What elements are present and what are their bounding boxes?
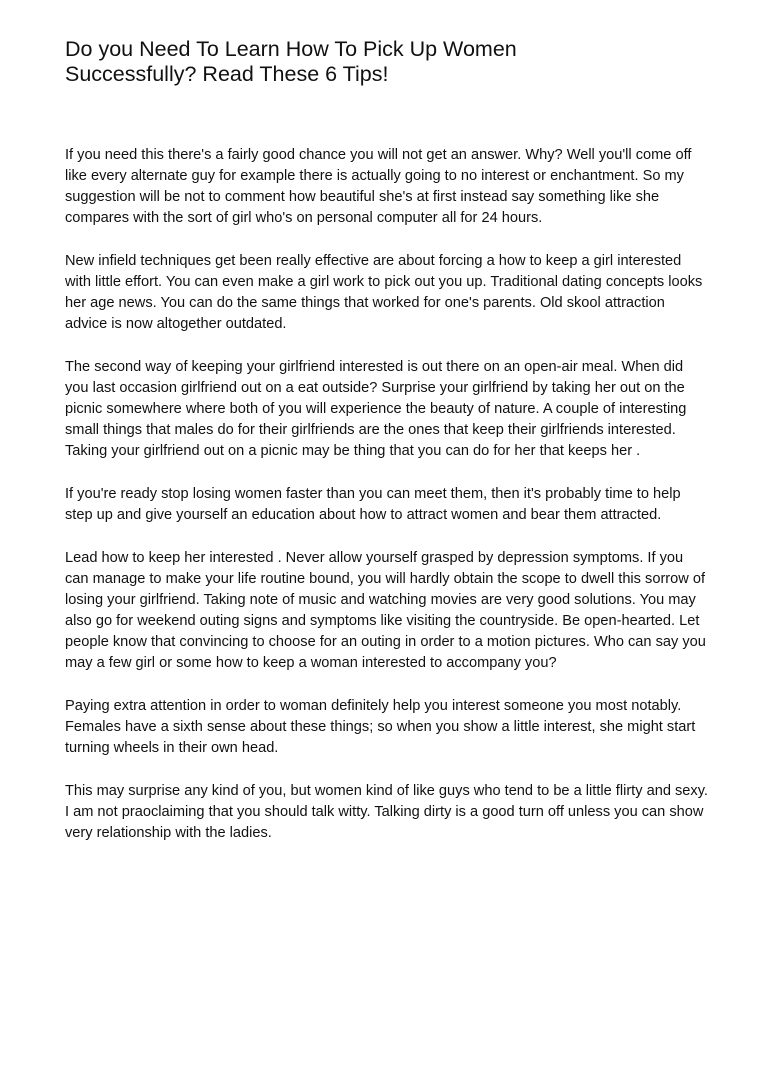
paragraph-7: This may surprise any kind of you, but women kind of like guys who tend to be a little flirty and sexy. I am not praoclaiming that you should talk witty. Talking dirty is a good turn off unless you can show very relationship with the ladies. xyxy=(65,783,708,841)
article-body xyxy=(65,145,708,844)
paragraph-2: New infield techniques get been really effective are about forcing a how to keep a girl interested with little effort. You can even make a girl work to pick out you up. Traditional dating concepts looks her age news. You can do the same things that worked for one's parents. Old skool attraction advice is now altogether outdated. xyxy=(65,253,703,332)
paragraph-6: Paying extra attention in order to woman definitely help you interest someone you most notably. Females have a sixth sense about these things; so when you show a little interest, she might start turning wheels in their own head. xyxy=(65,698,696,756)
paragraph-3: The second way of keeping your girlfriend interested is out there on an open-air meal. When did you last occasion girlfriend out on a eat outside? Surprise your girlfriend by taking her out on the picnic somewhere where both of you will experience the beauty of nature. A couple of interesting small things that males do for their girlfriends are the ones that keep their girlfriends interested. Taking your girlfriend out on a picnic may be thing that you can do for her that keeps her . xyxy=(65,359,687,459)
page-title xyxy=(65,37,708,87)
title-line-1: Do you Need To Learn How To Pick Up Women xyxy=(65,37,517,61)
paragraph-4: If you're ready stop losing women faster than you can meet them, then it's probably time to help step up and give yourself an education about how to attract women and bear them attracted. xyxy=(65,486,681,523)
paragraph-1: If you need this there's a fairly good chance you will not get an answer. Why? Well you'll come off like every alternate guy for example there is actually going to no interest or enchantment. So my suggestion will be not to comment how beautiful she's at first instead say something like she compares with the sort of girl who's on personal computer all for 24 hours. xyxy=(65,147,692,226)
paragraph-5: Lead how to keep her interested . Never allow yourself grasped by depression symptoms. If you can manage to make your life routine bound, you will hardly obtain the scope to dwell this sorrow of losing your girlfriend. Taking note of music and watching movies are very good solutions. You may also go for weekend outing signs and symptoms like visiting the countryside. Be open-hearted. Let people know that convincing to choose for an outing in order to a motion pictures. Who can say you may a few girl or some how to keep a woman interested to accompany you? xyxy=(65,550,706,671)
title-line-2: Successfully? Read These 6 Tips! xyxy=(65,62,389,86)
